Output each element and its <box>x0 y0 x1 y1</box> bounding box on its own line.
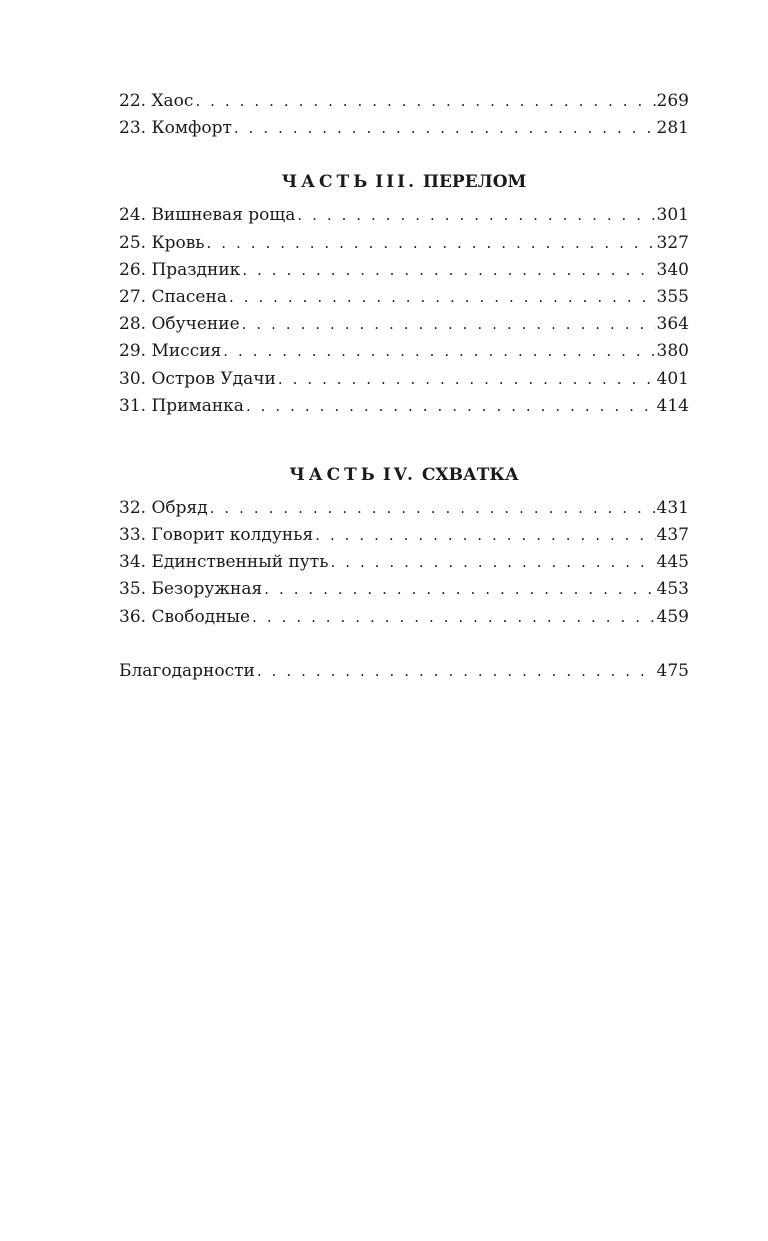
toc-entry-page: 437 <box>656 525 689 546</box>
toc-entry-title: 35. Безоружная <box>119 579 263 600</box>
toc-entry-title: 33. Говорит колдунья <box>119 525 314 546</box>
toc-entry-title: Благодарности <box>119 660 255 681</box>
toc-entry-title: 26. Праздник <box>119 259 241 280</box>
toc-entry-page: 453 <box>656 579 689 600</box>
dot-leader <box>297 202 655 229</box>
toc-entry-title: 28. Обучение <box>119 314 240 335</box>
toc-entry-page: 327 <box>656 232 689 253</box>
toc-entry[interactable] <box>119 604 689 631</box>
dot-leader <box>229 284 656 311</box>
part-heading-3 <box>119 171 689 193</box>
toc-entry-title: 36. Свободные <box>119 606 251 627</box>
toc-entry[interactable] <box>119 338 689 365</box>
toc-entry[interactable] <box>119 495 689 522</box>
dot-leader <box>242 257 655 284</box>
toc-entry-title: 32. Обряд <box>119 497 208 518</box>
toc-entry-title: 22. Хаос <box>119 91 194 111</box>
toc-entry[interactable] <box>119 115 689 142</box>
toc-entry-page: 269 <box>656 91 689 111</box>
dot-leader <box>207 230 656 257</box>
toc-entry-page: 459 <box>656 606 689 627</box>
dot-leader <box>210 495 656 522</box>
toc-entry[interactable] <box>119 311 689 338</box>
toc-entry[interactable] <box>119 284 689 311</box>
toc-entry-title: 30. Остров Удачи <box>119 368 276 389</box>
part-label: ЧАСТЬ <box>289 464 379 485</box>
dot-leader <box>252 604 655 631</box>
toc-entry-page: 364 <box>656 314 689 335</box>
dot-leader <box>223 338 655 365</box>
toc-entry[interactable] <box>119 576 689 603</box>
toc-entry[interactable] <box>119 522 689 549</box>
toc-entry-title: 31. Приманка <box>119 395 244 416</box>
toc-entry-page: 414 <box>656 395 689 416</box>
toc-entry-acknowledgements[interactable] <box>119 658 689 685</box>
dot-leader <box>315 522 655 549</box>
part-number: IV. <box>382 464 416 485</box>
part-heading-4 <box>119 464 689 486</box>
part-name: СХВАТКА <box>421 464 519 485</box>
dot-leader <box>257 658 656 685</box>
toc-entry-page: 340 <box>656 259 689 280</box>
toc-entry[interactable] <box>119 257 689 284</box>
toc-entry[interactable] <box>119 202 689 229</box>
dot-leader <box>234 115 656 142</box>
toc-entry-page: 355 <box>656 286 689 307</box>
dot-leader <box>242 311 656 338</box>
toc-entry-title: 24. Вишневая роща <box>119 205 296 226</box>
toc-entry-page: 380 <box>656 341 689 362</box>
dot-leader <box>246 393 656 420</box>
toc-entry-title: 34. Единственный путь <box>119 552 329 573</box>
part-number: III. <box>375 172 417 193</box>
part-name: ПЕРЕЛОМ <box>422 172 527 193</box>
toc-entry-title: 29. Миссия <box>119 341 222 362</box>
toc-entry[interactable] <box>119 230 689 257</box>
dot-leader <box>264 576 655 603</box>
part-label: ЧАСТЬ <box>281 172 372 193</box>
toc-entry-page: 301 <box>656 205 689 226</box>
dot-leader <box>330 549 655 576</box>
toc-entry[interactable] <box>119 88 689 115</box>
toc-entry-page: 475 <box>656 660 689 681</box>
toc-entry-page: 445 <box>656 552 689 573</box>
toc-entry[interactable] <box>119 549 689 576</box>
toc-entry-title: 25. Кровь <box>119 232 205 253</box>
toc-entry-page: 431 <box>656 497 689 518</box>
toc-entry[interactable] <box>119 393 689 420</box>
table-of-contents <box>119 88 689 685</box>
toc-entry-title: 27. Спасена <box>119 286 227 307</box>
toc-entry[interactable] <box>119 366 689 393</box>
dot-leader <box>195 88 655 115</box>
toc-entry-page: 281 <box>656 118 689 139</box>
toc-entry-title: 23. Комфорт <box>119 118 232 139</box>
toc-entry-page: 401 <box>656 368 689 389</box>
dot-leader <box>278 366 656 393</box>
